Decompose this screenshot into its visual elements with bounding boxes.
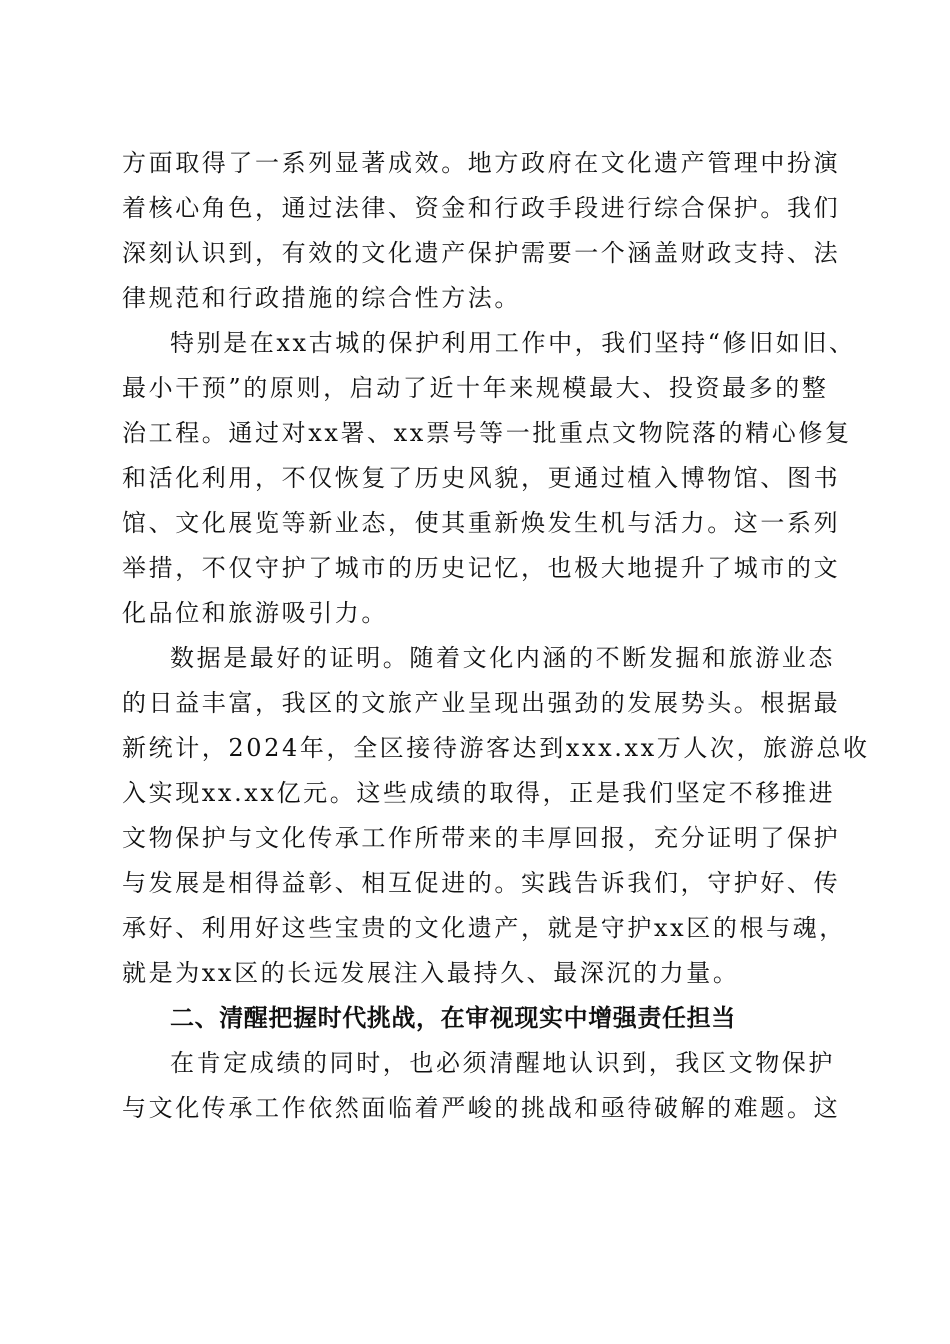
body-text-line: 律规范和行政措施的综合性方法。: [122, 284, 521, 312]
body-text-line: 承好、利用好这些宝贵的文化遗产，就是守护xx区的根与魂，: [122, 914, 846, 942]
body-text-line: 治工程。通过对xx署、xx票号等一批重点文物院落的精心修复: [122, 419, 852, 447]
body-text-line: 深刻认识到，有效的文化遗产保护需要一个涵盖财政支持、法: [122, 239, 841, 267]
body-text-line: 化品位和旅游吸引力。: [122, 599, 388, 627]
body-text-line: 文物保护与文化传承工作所带来的丰厚回报，充分证明了保护: [122, 824, 841, 852]
section-heading: 二、清醒把握时代挑战，在审视现实中增强责任担当: [170, 1004, 736, 1032]
body-text-line: 就是为xx区的长远发展注入最持久、最深沉的力量。: [122, 959, 740, 987]
body-text-line: 着核心角色，通过法律、资金和行政手段进行综合保护。我们: [122, 194, 841, 222]
paragraph-first-line: 特别是在xx古城的保护利用工作中，我们坚持“修旧如旧、: [170, 329, 856, 357]
body-text-line: 与发展是相得益彰、相互促进的。实践告诉我们，守护好、传: [122, 869, 841, 897]
paragraph-first-line: 数据是最好的证明。随着文化内涵的不断发掘和旅游业态: [170, 644, 835, 672]
body-text-line: 与文化传承工作依然面临着严峻的挑战和亟待破解的难题。这: [122, 1094, 841, 1122]
body-text-line: 和活化利用，不仅恢复了历史风貌，更通过植入博物馆、图书: [122, 464, 841, 492]
paragraph-first-line: 在肯定成绩的同时，也必须清醒地认识到，我区文物保护: [170, 1049, 835, 1077]
body-text-line: 举措，不仅守护了城市的历史记忆，也极大地提升了城市的文: [122, 554, 841, 582]
body-text-line: 馆、文化展览等新业态，使其重新焕发生机与活力。这一系列: [122, 509, 841, 537]
body-text-line: 方面取得了一系列显著成效。地方政府在文化遗产管理中扮演: [122, 149, 841, 177]
body-text-line: 的日益丰富，我区的文旅产业呈现出强劲的发展势头。根据最: [122, 689, 841, 717]
body-text-line: 新统计，2024年，全区接待游客达到xxx.xx万人次，旅游总收: [122, 734, 870, 762]
body-text-line: 最小干预”的原则，启动了近十年来规模最大、投资最多的整: [122, 374, 829, 402]
body-text-line: 入实现xx.xx亿元。这些成绩的取得，正是我们坚定不移推进: [122, 779, 836, 807]
